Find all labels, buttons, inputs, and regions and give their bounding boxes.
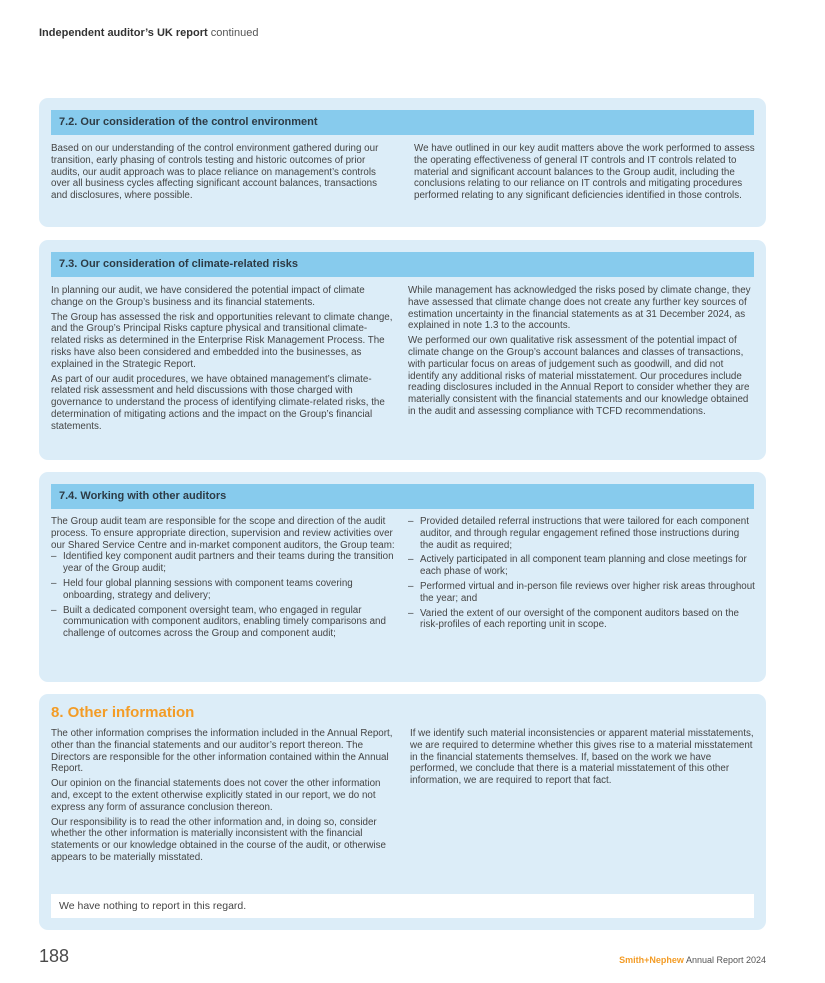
conclusion-box: We have nothing to report in this regard.: [51, 894, 754, 918]
paragraph: While management has acknowledged the risks posed by climate change, they have assessed that climate change does not create any further key sources of estimation uncertainty in the financial statements as at 31 December 2024, as explained in note 1.3 to the accounts.: [408, 285, 751, 332]
list-item: – Performed virtual and in-person file reviews over higher risk areas throughout the year; and: [408, 581, 755, 605]
section-control-environment: [39, 98, 766, 227]
section-other-information: [39, 694, 766, 930]
right-column: [414, 143, 756, 205]
left-column: [51, 143, 391, 205]
brand-name: Smith+Nephew: [619, 955, 684, 965]
paragraph: Based on our understanding of the control environment gathered during our transition, early phasing of controls testing and historic outcomes of prior audits, our audit approach was to place reliance on management’s controls over all business cycles affecting significant account balances, transactions and disclosures, where possible.: [51, 143, 379, 202]
page-number: 188: [39, 946, 70, 966]
list-item: – Actively participated in all component team planning and close meetings for each phase of work;: [408, 554, 755, 578]
paragraph: Our opinion on the financial statements does not cover the other information and, except to the extent otherwise explicitly stated in our report, we do not express any form of assurance conclusion thereon.: [51, 778, 381, 813]
list-item: – Built a dedicated component oversight team, who engaged in regular communication with component auditors, enabling timely comparisons and challenge of outcomes across the Group and component audit;: [51, 605, 396, 640]
paragraph: In planning our audit, we have considered the potential impact of climate change on the Group’s business and its financial statements.: [51, 285, 365, 308]
list-item: – Identified key component audit partners and their teams during the transition year of the Group audit;: [51, 551, 396, 575]
list-item: – Provided detailed referral instructions that were tailored for each component auditor, and through regular engagement refined those instructions during the audit as required;: [408, 516, 755, 551]
paragraph: The other information comprises the information included in the Annual Report, other than the financial statements and our auditor’s report thereon. The Directors are responsible for the other information contained within the Annual Report.: [51, 728, 393, 775]
footer-brand: [619, 955, 766, 965]
section-other-auditors: [39, 472, 766, 682]
bullet-list: [51, 551, 396, 640]
section-heading: 8. Other information: [51, 704, 195, 721]
right-column: [408, 516, 755, 634]
report-name: Annual Report 2024: [685, 955, 766, 965]
page-header: [39, 27, 258, 39]
page-header-title: Independent auditor’s UK report: [39, 27, 208, 39]
section-heading: 7.2. Our consideration of the control environment: [51, 110, 754, 135]
right-column: [408, 285, 755, 421]
left-column: [51, 728, 396, 867]
paragraph: We have outlined in our key audit matters above the work performed to assess the operating effectiveness of general IT controls and IT controls related to material and significant account balances to the Group audit, including the conclusions relating to our reliance on IT controls and mitigating procedures performed relating to any significant deficiencies identified in those controls.: [414, 143, 755, 202]
paragraph: If we identify such material inconsistencies or apparent material misstatements, we are required to determine whether this gives rise to a material misstatement in the financial statements themselves. If, based on the work we have performed, we conclude that there is a material misstatement of this other information, we are required to report that fact.: [410, 728, 754, 787]
section-climate-risks: [39, 240, 766, 460]
paragraph: The Group has assessed the risk and opportunities relevant to climate change, and the Group’s Principal Risks capture physical and transitional climate-related risks as determined in the Enterprise Risk Management Process. The risks have also been considered and embedded into the businesses, as explained in the Strategic Report.: [51, 311, 393, 370]
left-column: [51, 285, 396, 436]
section-heading: 7.4. Working with other auditors: [51, 484, 754, 509]
paragraph: Our responsibility is to read the other information and, in doing so, consider whether the other information is materially inconsistent with the financial statements or our knowledge obtained in the course of the audit, or otherwise appears to be materially misstated.: [51, 816, 386, 863]
bullet-list: [408, 516, 755, 631]
section-heading: 7.3. Our consideration of climate-related risks: [51, 252, 754, 277]
paragraph: The Group audit team are responsible for the scope and direction of the audit process. To ensure appropriate direction, supervision and review activities over our Shared Service Centre and in-market component auditors, the Group team:: [51, 516, 395, 551]
list-item: – Held four global planning sessions with component teams covering onboarding, strategy and delivery;: [51, 578, 396, 602]
list-item: – Varied the extent of our oversight of the component auditors based on the risk-profiles of each reporting unit in scope.: [408, 608, 755, 632]
paragraph: As part of our audit procedures, we have obtained management’s climate-related risk assessment and held discussions with those charged with governance to understand the process of identifying climate-related risks, the determination of mitigating actions and the impact on the Group’s financial statements.: [51, 373, 385, 432]
right-column: [410, 728, 756, 790]
paragraph: We performed our own qualitative risk assessment of the potential impact of climate change on the Group’s account balances and classes of transactions, with particular focus on areas of judgement such as goodwill, and did not identify any additional risks of material misstatement. Our procedures include reading disclosures included in the Annual Report to consider whether they are materially consistent with the financial statements and our knowledge obtained in the audit and assessing compliance with TCFD recommendations.: [408, 335, 750, 417]
page-header-continued: continued: [210, 27, 259, 39]
left-column: [51, 516, 396, 643]
